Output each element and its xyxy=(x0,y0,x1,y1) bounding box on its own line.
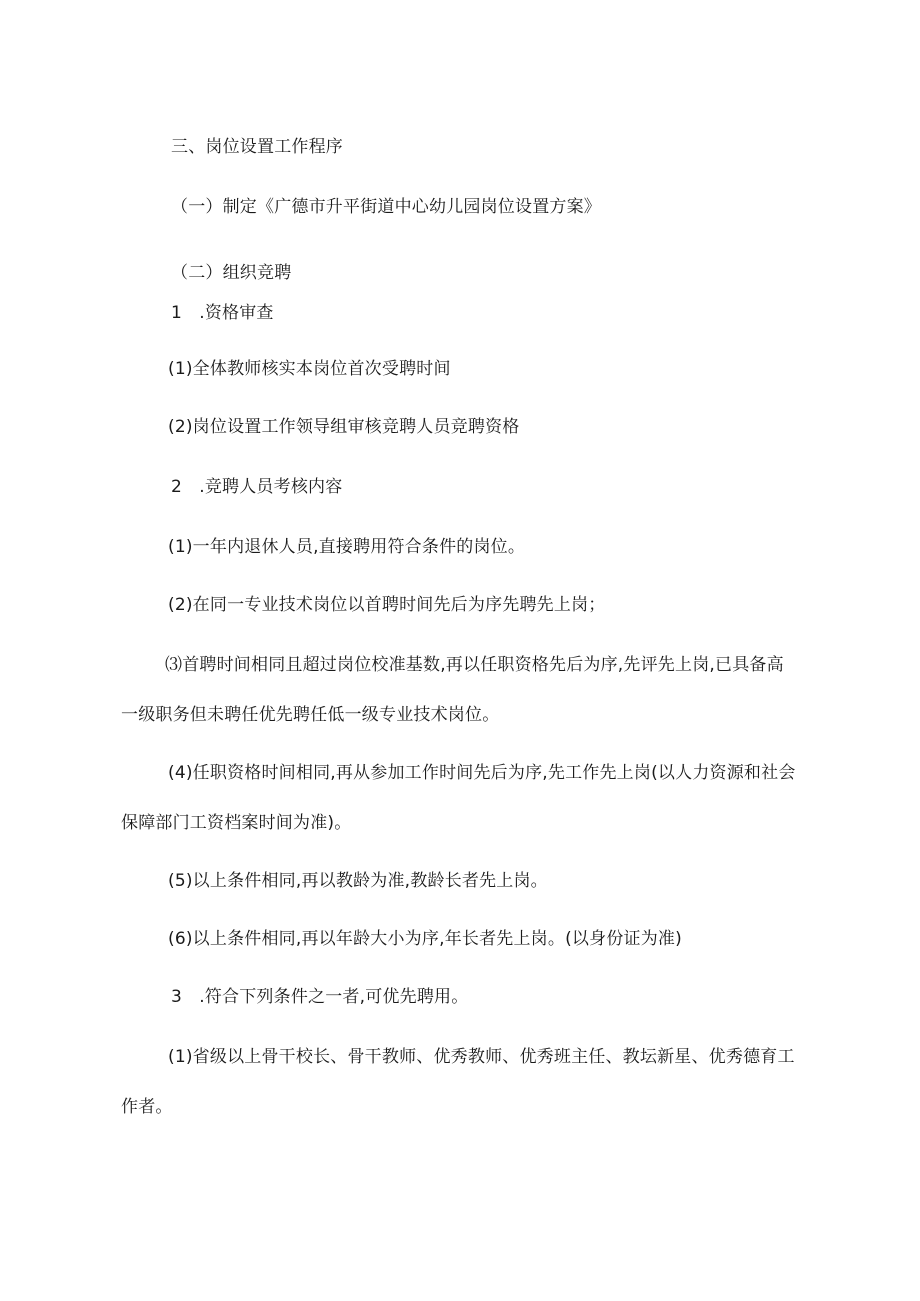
item-2-point-5: (5)以上条件相同,再以教龄为准,教龄长者先上岗。 xyxy=(168,871,548,891)
item-2-point-3-line-2: 一级职务但未聘任优先聘任低一级专业技术岗位。 xyxy=(121,705,500,725)
item-2-point-3-line-1: ⑶首聘时间相同且超过岗位校准基数,再以任职资格先后为序,先评先上岗,已具备高 xyxy=(165,655,784,675)
item-2-point-1: (1)一年内退休人员,直接聘用符合条件的岗位。 xyxy=(168,537,526,557)
item-1-point-2: (2)岗位设置工作领导组审核竞聘人员竞聘资格 xyxy=(168,417,520,437)
item-1-title: 1 .资格审查 xyxy=(171,303,274,323)
section-heading: 三、岗位设置工作程序 xyxy=(171,137,343,157)
subsection-heading-2: （二）组织竞聘 xyxy=(171,263,292,283)
item-3-point-1-line-1: (1)省级以上骨干校长、骨干教师、优秀教师、优秀班主任、教坛新星、优秀德育工 xyxy=(168,1047,795,1067)
item-2-point-4-line-2: 保障部门工资档案时间为准)。 xyxy=(121,813,352,833)
item-3-point-1-line-2: 作者。 xyxy=(121,1097,173,1117)
item-2-point-2: (2)在同一专业技术岗位以首聘时间先后为序先聘先上岗； xyxy=(168,595,606,615)
subsection-heading-1: （一）制定《广德市升平街道中心幼儿园岗位设置方案》 xyxy=(171,197,601,217)
item-3-title: 3 .符合下列条件之一者,可优先聘用。 xyxy=(171,987,469,1007)
item-2-point-6: (6)以上条件相同,再以年龄大小为序,年长者先上岗。(以身份证为准) xyxy=(168,929,682,949)
item-2-point-4-line-1: (4)任职资格时间相同,再从参加工作时间先后为序,先工作先上岗(以人力资源和社会 xyxy=(168,763,796,783)
item-1-point-1: (1)全体教师核实本岗位首次受聘时间 xyxy=(168,359,451,379)
item-2-title: 2 .竞聘人员考核内容 xyxy=(171,477,343,497)
